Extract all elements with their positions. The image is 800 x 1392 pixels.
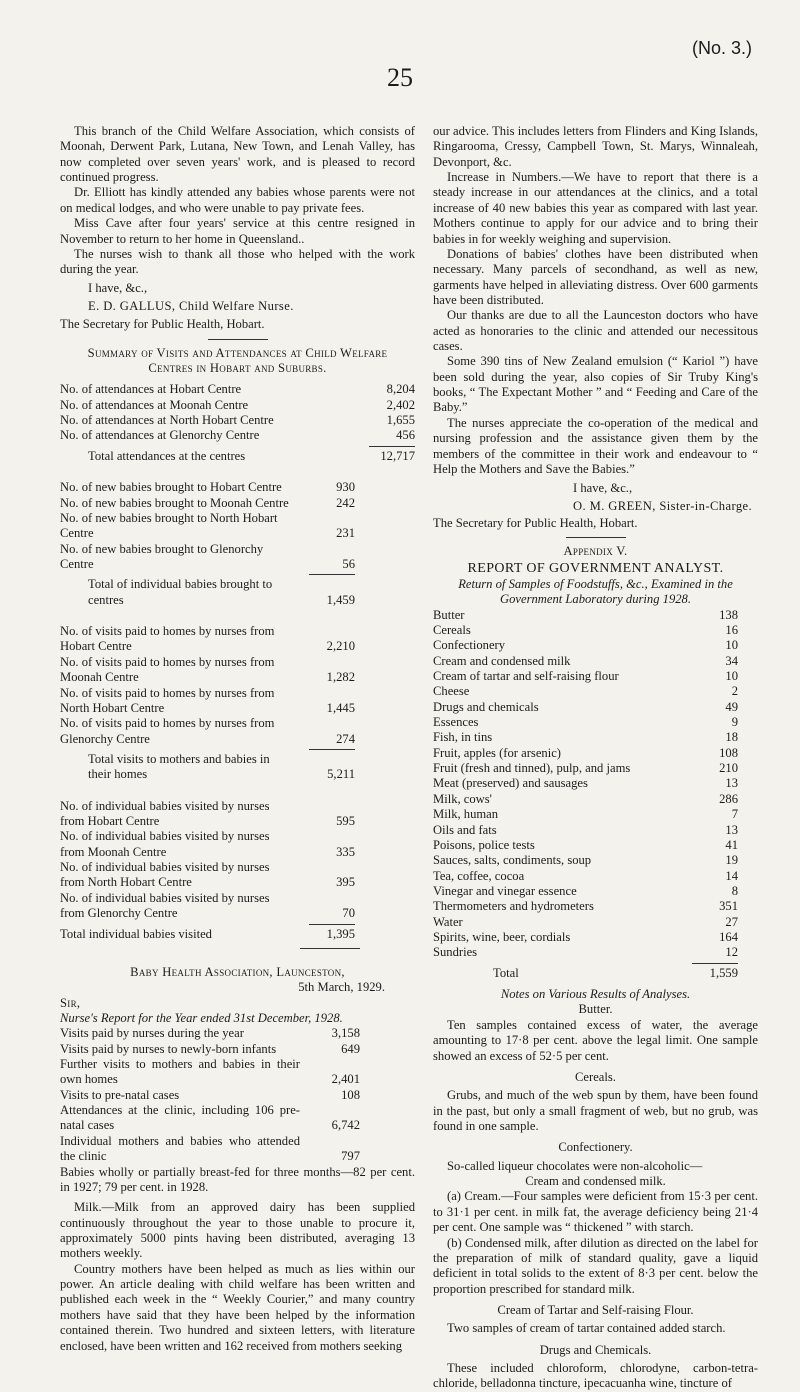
table-row: Fruit, apples (for arsenic) 108 xyxy=(433,745,738,760)
intro-paragraph: The nurses wish to thank all those who helped with the work during the year. xyxy=(60,246,415,277)
table-row: Sundries 12 xyxy=(433,945,738,960)
intro-paragraph: This branch of the Child Welfare Association, which consists of Moonah, Derwent Park, Lutana, New Town, and Lenah Valley, has now completed over seven years' work, and is pleased to record continued progress. xyxy=(60,124,415,185)
table-row: Vinegar and vinegar essence 8 xyxy=(433,883,738,898)
table-row: Poisons, police tests 41 xyxy=(433,837,738,852)
table-row: Attendances at the clinic, including 106 pre-natal cases 6,742 xyxy=(60,1103,360,1133)
cereals-paragraph: Grubs, and much of the web spun by them, have been found in the past, but only a small fragment of web, but no grub, was found in one sample. xyxy=(433,1088,758,1133)
table-row: No. of new babies brought to Hobart Centre 930 xyxy=(60,480,355,495)
breast-fed-paragraph: Babies wholly or partially breast-fed for three months—82 per cent. in 1927; 79 per cent. in 1928. xyxy=(60,1164,415,1194)
intro-paragraph: Miss Cave after four years' service at this centre resigned in November to return to her home in Queensland.. xyxy=(60,216,415,246)
total-row: Total individual babies visited 1,395 xyxy=(60,926,355,941)
drugs-paragraph: These included chloroform, chlorodyne, carbon-tetra-chloride, belladonna tincture, ipecacuanha wine, tincture of xyxy=(433,1361,758,1391)
section-heading: Confectionery. xyxy=(558,1140,633,1155)
table-row: Sauces, salts, condiments, soup 19 xyxy=(433,853,738,868)
summary-title: Centres in Hobart and Suburbs. xyxy=(148,361,327,376)
table-row: No. of visits paid to homes by nurses from Hobart Centre 2,210 xyxy=(60,624,355,654)
table-row: Further visits to mothers and babies in their own homes 2,401 xyxy=(60,1057,360,1087)
table-row: No. of individual babies visited by nurses from Hobart Centre 595 xyxy=(60,798,355,829)
total-rule xyxy=(309,574,355,575)
document-reference: (No. 3.) xyxy=(691,38,752,58)
summary-title: Summary of Visits and Attendances at Child Welfare xyxy=(87,345,388,360)
table-row: Butter 138 xyxy=(433,607,738,622)
section-heading: Cream of Tartar and Self-raising Flour. xyxy=(497,1302,694,1317)
total-row: Total of individual babies brought to centres 1,459 xyxy=(88,577,355,607)
new-babies-table xyxy=(60,480,355,608)
condensed-milk-paragraph: (b) Condensed milk, after dilution as directed on the label for the preparation of milk of standard quality, gave a liquid deficient in total solids to the extent of 8·3 per cent. below the proportion prescribed for standard milk. xyxy=(433,1235,758,1296)
table-row: No. of attendances at Hobart Centre 8,204 xyxy=(60,382,415,397)
body-paragraph: Increase in Numbers.—We have to report that there is a steady increase in our attendances at the clinics, and a total increase of 40 new babies this year as compared with last year. Mothers continue to apply for our advice and to bring their babies in for weekly weighing and supervision. xyxy=(433,170,758,246)
table-row: Confectionery 10 xyxy=(433,638,738,653)
section-heading: Butter. xyxy=(578,1002,613,1017)
confectionery-paragraph: So-called liqueur chocolates were non-alcoholic— xyxy=(447,1158,703,1173)
report-title: Nurse's Report for the Year ended 31st December, 1928. xyxy=(60,1010,343,1025)
total-row: Total attendances at the centres 12,717 xyxy=(88,448,415,463)
samples-table xyxy=(433,608,738,982)
individual-visited-table xyxy=(60,799,355,942)
table-row: Drugs and chemicals 49 xyxy=(433,699,738,714)
salutation: Sir, xyxy=(60,995,81,1010)
signature: O. M. GREEN, Sister-in-Charge. xyxy=(573,498,753,513)
table-row: No. of visits paid to homes by nurses from North Hobart Centre 1,445 xyxy=(60,685,355,715)
table-row: Individual mothers and babies who attended the clinic 797 xyxy=(60,1133,360,1164)
addressee: The Secretary for Public Health, Hobart. xyxy=(60,317,265,332)
table-row: Milk, human 7 xyxy=(433,807,738,822)
butter-paragraph: Ten samples contained excess of water, the average amounting to 17·8 per cent. above the legal limit. One sample showed an excess of 52·5 per cent. xyxy=(433,1017,758,1063)
cream-paragraph: (a) Cream.—Four samples were deficient from 15·3 per cent. to 31·1 per cent. in milk fat, the average deficiency being 21·4 per cent. One sample was “ thickened ” with starch. xyxy=(433,1189,758,1235)
table-row: Oils and fats 13 xyxy=(433,822,738,837)
table-row: No. of visits paid to homes by nurses from Moonah Centre 1,282 xyxy=(60,654,355,685)
table-row: Fish, in tins 18 xyxy=(433,730,738,745)
section-heading: Cereals. xyxy=(575,1069,616,1084)
section-heading: Cream and condensed milk. xyxy=(525,1174,666,1189)
total-rule xyxy=(309,749,355,750)
return-title: Return of Samples of Foodstuffs, &c., Examined in the Government Laboratory during 1928. xyxy=(458,576,733,607)
table-row: No. of individual babies visited by nurses from Glenorchy Centre 70 xyxy=(60,890,355,921)
milk-paragraph: Milk.—Milk from an approved dairy has been supplied continuously throughout the year to those unable to procure it, approximately 5000 pints having been distributed, averaging 13 mothers weekly. xyxy=(60,1200,415,1261)
body-paragraph: Our thanks are due to all the Launceston doctors who have acted as honoraries to the clinic and attended our necessitous cases. xyxy=(433,308,758,354)
report-heading: REPORT OF GOVERNMENT ANALYST. xyxy=(467,560,724,576)
table-row: Visits paid by nurses during the year 3,158 xyxy=(60,1026,360,1041)
table-row: No. of new babies brought to Glenorchy Centre 56 xyxy=(60,541,355,571)
total-row: Total visits to mothers and babies in their homes 5,211 xyxy=(88,751,355,782)
attendances-table xyxy=(60,382,415,464)
table-row: No. of attendances at Moonah Centre 2,402 xyxy=(60,397,415,412)
addressee: The Secretary for Public Health, Hobart. xyxy=(433,515,638,530)
divider xyxy=(208,339,268,340)
sign-off: I have, &c., xyxy=(88,280,148,295)
table-row: Cereals 16 xyxy=(433,622,738,637)
association-title: Baby Health Association, Launceston, xyxy=(130,964,345,979)
tartar-paragraph: Two samples of cream of tartar contained added starch. xyxy=(447,1321,726,1336)
section-heading: Drugs and Chemicals. xyxy=(539,1342,652,1357)
table-row: No. of attendances at North Hobart Centre 1,655 xyxy=(60,413,415,428)
sign-off: I have, &c., xyxy=(573,481,633,496)
table-row: Spirits, wine, beer, cordials 164 xyxy=(433,930,738,945)
table-row: No. of new babies brought to North Hobart Centre 231 xyxy=(60,510,355,541)
table-row: No. of attendances at Glenorchy Centre 456 xyxy=(60,428,415,443)
table-row: Visits to pre-natal cases 108 xyxy=(60,1087,360,1102)
table-row: No. of individual babies visited by nurses from North Hobart Centre 395 xyxy=(60,860,355,890)
table-row: Cream of tartar and self-raising flour 10 xyxy=(433,668,738,683)
total-rule xyxy=(309,924,355,925)
table-row: Cheese 2 xyxy=(433,684,738,699)
country-mothers-paragraph: Country mothers have been helped as much as lies within our power. An article dealing with child welfare has been written and published each week in the “ Weekly Courier,” and many country mothers have said that they have been helped by the information contained therein. Two hundred and sixteen letters, with literature enclosed, have been written and 162 received from mothers seeking xyxy=(60,1261,415,1353)
table-row: Water 27 xyxy=(433,914,738,929)
right-column xyxy=(433,124,758,1392)
table-row: No. of individual babies visited by nurses from Moonah Centre 335 xyxy=(60,829,355,859)
body-paragraph: The nurses appreciate the co-operation of the medical and nursing profession and the assistance given them by the members of the committee in their work and endeavour to “ Help the Mothers and Save the Babies.” xyxy=(433,415,758,476)
table-row: Meat (preserved) and sausages 13 xyxy=(433,776,738,791)
body-paragraph: Donations of babies' clothes have been distributed when necessary. Many parcels of secondhand, as well as new, garments have helped in alleviating distress. Over 600 garments have been distributed. xyxy=(433,246,758,307)
page-number: 25 xyxy=(387,63,413,92)
body-paragraph: our advice. This includes letters from Flinders and King Islands, Ringarooma, Cressy, Campbell Town, St. Marys, Winnaleah, Devonport, &c. xyxy=(433,124,758,169)
total-rule xyxy=(692,963,738,964)
notes-heading: Notes on Various Results of Analyses. xyxy=(500,987,691,1002)
signature: E. D. GALLUS, Child Welfare Nurse. xyxy=(88,298,294,313)
appendix-heading: Appendix V. xyxy=(563,544,628,559)
left-column xyxy=(60,124,415,1354)
intro-paragraph: Dr. Elliott has kindly attended any babies whose parents were not on medical lodges, and who were unable to pay private fees. xyxy=(60,185,415,215)
divider xyxy=(300,948,360,949)
divider xyxy=(566,537,626,538)
table-row: Visits paid by nurses to newly-born infants 649 xyxy=(60,1041,360,1056)
table-row: Milk, cows' 286 xyxy=(433,791,738,806)
table-row: Thermometers and hydrometers 351 xyxy=(433,899,738,914)
table-row: Tea, coffee, cocoa 14 xyxy=(433,868,738,883)
total-row: Total 1,559 xyxy=(493,965,738,980)
nurse-report-table xyxy=(60,1026,360,1164)
table-row: Fruit (fresh and tinned), pulp, and jams 210 xyxy=(433,761,738,776)
home-visits-table xyxy=(60,624,355,783)
body-paragraph: Some 390 tins of New Zealand emulsion (“ Kariol ”) have been sold during the year, also copies of Sir Truby King's books, “ The Expectant Mother ” and “ Feeding and Care of the Baby.” xyxy=(433,354,758,415)
table-row: No. of new babies brought to Moonah Centre 242 xyxy=(60,495,355,510)
total-rule xyxy=(369,446,415,447)
table-row: Cream and condensed milk 34 xyxy=(433,653,738,668)
table-row: Essences 9 xyxy=(433,715,738,730)
table-row: No. of visits paid to homes by nurses from Glenorchy Centre 274 xyxy=(60,716,355,746)
letter-date: 5th March, 1929. xyxy=(298,980,385,995)
